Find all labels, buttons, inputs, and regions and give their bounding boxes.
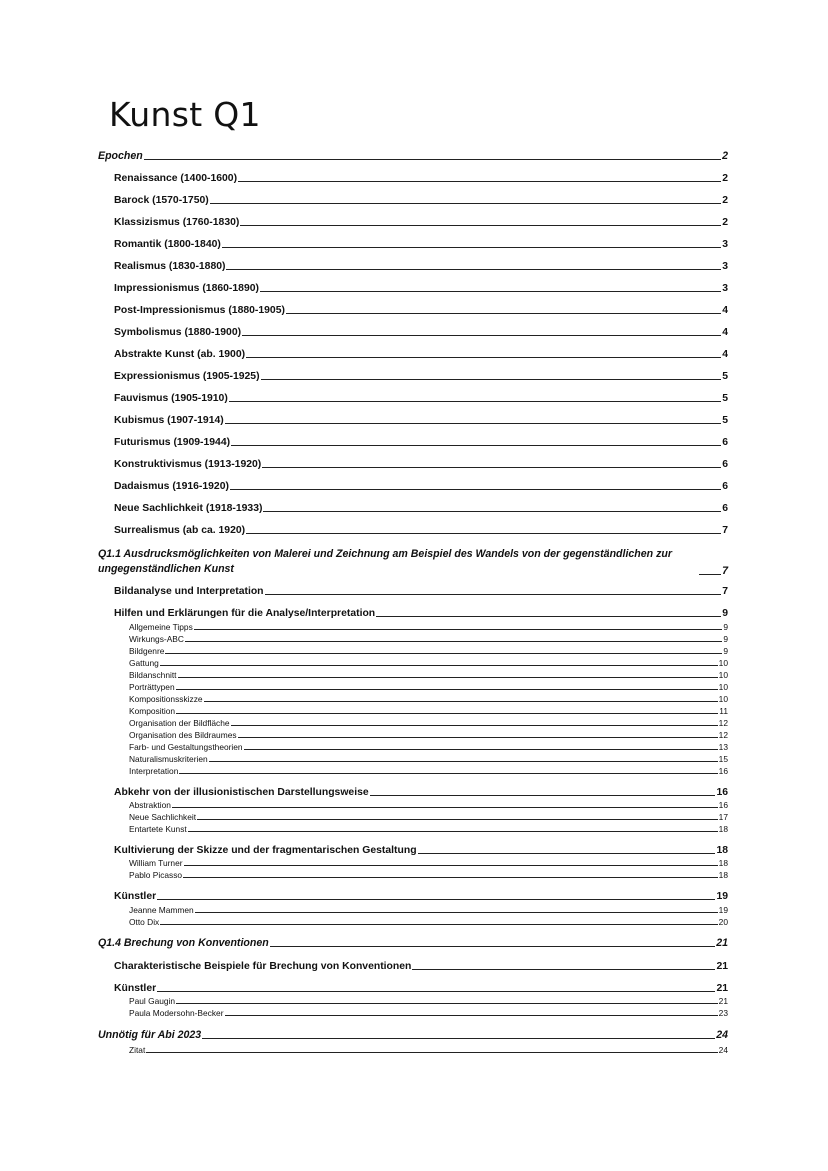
toc-entry-page: 10	[718, 694, 728, 704]
toc-leader-line	[370, 795, 716, 796]
toc-entry-level-2[interactable]	[114, 437, 728, 448]
toc-leader-line	[263, 511, 721, 512]
toc-entry-level-2[interactable]	[114, 327, 728, 338]
toc-entry-label: Organisation der Bildfläche	[129, 718, 230, 728]
toc-entry-label: Bildanalyse und Interpretation	[114, 586, 264, 597]
toc-leader-line	[209, 761, 718, 762]
toc-entry-level-3[interactable]	[129, 658, 728, 668]
toc-entry-label: Kompositionsskizze	[129, 694, 203, 704]
toc-leader-line	[286, 313, 721, 314]
toc-entry-level-3[interactable]	[129, 917, 728, 927]
toc-entry-page: 12	[718, 730, 728, 740]
toc-entry-label: Surrealismus (ab ca. 1920)	[114, 525, 246, 536]
toc-leader-line	[160, 665, 718, 666]
toc-entry-level-1[interactable]	[98, 547, 728, 577]
toc-entry-page: 12	[718, 718, 728, 728]
toc-entry-label: Romantik (1800-1840)	[114, 239, 221, 250]
toc-leader-line	[265, 594, 722, 595]
toc-entry-level-2[interactable]	[114, 787, 728, 798]
toc-leader-line	[225, 423, 721, 424]
toc-entry-label: Konstruktivismus (1913-1920)	[114, 459, 262, 470]
toc-leader-line	[246, 533, 721, 534]
toc-leader-line	[418, 853, 716, 854]
toc-entry-level-3[interactable]	[129, 996, 728, 1006]
toc-entry-page: 9	[723, 646, 728, 656]
toc-entry-page: 16	[718, 766, 728, 776]
toc-entry-label: Abstrakte Kunst (ab. 1900)	[114, 349, 246, 360]
toc-entry-page: 9	[723, 634, 728, 644]
toc-leader-line	[261, 379, 722, 380]
toc-entry-page: 2	[722, 217, 728, 228]
toc-entry-page: 6	[722, 503, 728, 514]
toc-leader-line	[242, 335, 721, 336]
toc-entry-label: Hilfen und Erklärungen für die Analyse/Interpretation	[114, 608, 376, 619]
toc-entry-page: 3	[722, 239, 728, 250]
toc-entry-page: 19	[716, 891, 728, 902]
toc-entry-page: 21	[716, 937, 728, 949]
toc-entry-label: Fauvismus (1905-1910)	[114, 393, 228, 404]
toc-leader-line	[144, 159, 721, 160]
toc-entry-label: Renaissance (1400-1600)	[114, 173, 238, 184]
toc-entry-page: 18	[716, 845, 728, 856]
toc-entry-level-2[interactable]	[114, 217, 728, 228]
toc-entry-page: 21	[716, 983, 728, 994]
toc-entry-label: Porträttypen	[129, 682, 175, 692]
toc-leader-line	[204, 701, 718, 702]
toc-entry-level-3[interactable]	[129, 800, 728, 810]
toc-leader-line	[244, 749, 718, 750]
toc-leader-line	[195, 912, 718, 913]
toc-entry-page: 16	[716, 787, 728, 798]
toc-leader-line	[238, 181, 721, 182]
toc-entry-level-2[interactable]	[114, 983, 728, 994]
toc-entry-page: 20	[718, 917, 728, 927]
toc-entry-label: Interpretation	[129, 766, 179, 776]
toc-entry-level-2[interactable]	[114, 845, 728, 856]
toc-entry-label: Organisation des Bildraumes	[129, 730, 237, 740]
toc-entry-level-2[interactable]	[114, 525, 728, 536]
toc-entry-page: 5	[722, 371, 728, 382]
toc-entry-page: 4	[722, 349, 728, 360]
toc-entry-level-3[interactable]	[129, 718, 728, 728]
toc-entry-level-1[interactable]	[98, 937, 728, 949]
toc-entry-level-2[interactable]	[114, 173, 728, 184]
toc-leader-line	[231, 725, 718, 726]
toc-leader-line	[229, 401, 721, 402]
toc-leader-line	[230, 489, 721, 490]
toc-entry-level-2[interactable]	[114, 503, 728, 514]
toc-leader-line	[160, 924, 717, 925]
toc-entry-level-3[interactable]	[129, 754, 728, 764]
toc-leader-line	[231, 445, 721, 446]
toc-entry-level-1[interactable]	[98, 150, 728, 162]
toc-entry-label: Gattung	[129, 658, 159, 668]
toc-entry-page: 6	[722, 459, 728, 470]
toc-entry-level-2[interactable]	[114, 305, 728, 316]
toc-leader-line	[188, 831, 718, 832]
toc-entry-page: 18	[718, 858, 728, 868]
toc-entry-label: Paul Gaugin	[129, 996, 176, 1006]
toc-entry-label: Paula Modersohn-Becker	[129, 1008, 224, 1018]
toc-leader-line	[178, 677, 718, 678]
toc-leader-line	[197, 819, 718, 820]
toc-entry-page: 3	[722, 283, 728, 294]
toc-entry-level-2[interactable]	[114, 283, 728, 294]
toc-leader-line	[210, 203, 721, 204]
toc-leader-line	[165, 653, 722, 654]
toc-entry-page: 10	[718, 658, 728, 668]
toc-entry-label: Zitat	[129, 1045, 146, 1055]
toc-entry-page: 18	[718, 824, 728, 834]
toc-entry-level-2[interactable]	[114, 891, 728, 902]
toc-entry-label: Klassizismus (1760-1830)	[114, 217, 240, 228]
toc-entry-label: Neue Sachlichkeit	[129, 812, 197, 822]
toc-leader-line	[412, 969, 715, 970]
toc-entry-page: 10	[718, 670, 728, 680]
toc-entry-level-2[interactable]	[114, 459, 728, 470]
toc-entry-label: Komposition	[129, 706, 176, 716]
toc-entry-page: 9	[722, 608, 728, 619]
toc-leader-line	[376, 616, 721, 617]
toc-entry-level-3[interactable]	[129, 682, 728, 692]
toc-entry-level-2[interactable]	[114, 371, 728, 382]
toc-entry-label: Kultivierung der Skizze und der fragmentarischen Gestaltung	[114, 845, 417, 856]
toc-entry-page: 13	[718, 742, 728, 752]
toc-entry-label: Expressionismus (1905-1925)	[114, 371, 260, 382]
toc-leader-line	[157, 991, 715, 992]
toc-entry-level-3[interactable]	[129, 622, 728, 632]
toc-entry-label: Allgemeine Tipps	[129, 622, 193, 632]
toc-leader-line	[183, 877, 718, 878]
toc-leader-line	[172, 807, 718, 808]
toc-entry-level-2[interactable]	[114, 415, 728, 426]
toc-leader-line	[194, 629, 723, 630]
toc-entry-page: 10	[718, 682, 728, 692]
toc-entry-label: Künstler	[114, 983, 157, 994]
toc-entry-label: Q1.1 Ausdrucksmöglichkeiten von Malerei und Zeichnung am Beispiel des Wandels von der gegenständlichen zur ungegenständlichen Kunst	[98, 548, 672, 575]
toc-entry-level-3[interactable]	[129, 824, 728, 834]
toc-leader-line	[184, 865, 718, 866]
toc-leader-line	[202, 1038, 715, 1039]
toc-entry-level-3[interactable]	[129, 670, 728, 680]
toc-leader-line	[240, 225, 721, 226]
toc-entry-label: William Turner	[129, 858, 183, 868]
toc-leader-line	[225, 1015, 718, 1016]
toc-entry-level-2[interactable]	[114, 586, 728, 597]
toc-leader-line	[157, 899, 715, 900]
toc-entry-page: 7	[722, 565, 728, 577]
toc-leader-line	[146, 1052, 717, 1053]
toc-entry-page: 7	[722, 525, 728, 536]
toc-entry-page: 24	[718, 1045, 728, 1055]
toc-leader-line	[238, 737, 718, 738]
toc-entry-level-2[interactable]	[114, 239, 728, 250]
toc-leader-line	[179, 773, 717, 774]
toc-entry-level-2[interactable]	[114, 349, 728, 360]
toc-entry-page: 7	[722, 586, 728, 597]
toc-entry-page: 2	[722, 195, 728, 206]
toc-entry-label: Kubismus (1907-1914)	[114, 415, 224, 426]
toc-entry-page: 2	[722, 173, 728, 184]
toc-entry-page: 23	[718, 1008, 728, 1018]
toc-entry-label: Entartete Kunst	[129, 824, 187, 834]
toc-leader-line	[226, 269, 721, 270]
toc-entry-label: Jeanne Mammen	[129, 905, 194, 915]
toc-entry-page: 24	[716, 1029, 728, 1041]
toc-entry-level-3[interactable]	[129, 742, 728, 752]
toc-entry-page: 4	[722, 305, 728, 316]
toc-leader-line	[270, 946, 716, 947]
toc-entry-label: Otto Dix	[129, 917, 160, 927]
toc-entry-page: 21	[718, 996, 728, 1006]
toc-entry-page: 5	[722, 415, 728, 426]
toc-entry-label: Epochen	[98, 150, 143, 162]
toc-entry-level-3[interactable]	[129, 634, 728, 644]
toc-entry-page: 4	[722, 327, 728, 338]
toc-entry-label: Künstler	[114, 891, 157, 902]
toc-entry-label: Abkehr von der illusionistischen Darstellungsweise	[114, 787, 369, 798]
toc-entry-level-3[interactable]	[129, 812, 728, 822]
toc-entry-page: 6	[722, 437, 728, 448]
toc-leader-line	[699, 574, 721, 575]
toc-entry-label: Abstraktion	[129, 800, 171, 810]
toc-entry-level-3[interactable]	[129, 694, 728, 704]
toc-entry-level-3[interactable]	[129, 730, 728, 740]
toc-entry-page: 19	[718, 905, 728, 915]
toc-entry-page: 11	[719, 706, 728, 716]
toc-entry-page: 2	[722, 150, 728, 162]
toc-entry-page: 16	[718, 800, 728, 810]
toc-entry-level-2[interactable]	[114, 961, 728, 972]
toc-entry-page: 6	[722, 481, 728, 492]
toc-entry-label: Unnötig für Abi 2023	[98, 1029, 202, 1041]
toc-entry-level-3[interactable]	[129, 905, 728, 915]
toc-entry-label: Bildanschnitt	[129, 670, 177, 680]
toc-entry-level-2[interactable]	[114, 608, 728, 619]
toc-entry-page: 5	[722, 393, 728, 404]
toc-entry-page: 18	[718, 870, 728, 880]
toc-entry-level-3[interactable]	[129, 766, 728, 776]
toc-leader-line	[262, 467, 721, 468]
toc-entry-label: Pablo Picasso	[129, 870, 183, 880]
toc-entry-label: Futurismus (1909-1944)	[114, 437, 231, 448]
document-title: Kunst Q1	[109, 95, 261, 134]
toc-entry-level-3[interactable]	[129, 1045, 728, 1055]
toc-entry-page: 21	[716, 961, 728, 972]
toc-leader-line	[185, 641, 722, 642]
toc-entry-level-2[interactable]	[114, 481, 728, 492]
toc-entry-label: Impressionismus (1860-1890)	[114, 283, 259, 294]
toc-entry-label: Q1.4 Brechung von Konventionen	[98, 937, 269, 949]
toc-entry-label: Bildgenre	[129, 646, 165, 656]
toc-entry-label: Neue Sachlichkeit (1918-1933)	[114, 503, 263, 514]
toc-entry-level-3[interactable]	[129, 870, 728, 880]
toc-entry-level-3[interactable]	[129, 1008, 728, 1018]
toc-entry-level-2[interactable]	[114, 195, 728, 206]
toc-entry-level-3[interactable]	[129, 646, 728, 656]
toc-entry-page: 3	[722, 261, 728, 272]
toc-leader-line	[176, 689, 718, 690]
toc-leader-line	[176, 1003, 718, 1004]
toc-entry-label: Post-Impressionismus (1880-1905)	[114, 305, 285, 316]
toc-entry-level-3[interactable]	[129, 858, 728, 868]
toc-entry-label: Naturalismuskriterien	[129, 754, 208, 764]
toc-leader-line	[260, 291, 721, 292]
toc-entry-label: Realismus (1830-1880)	[114, 261, 226, 272]
toc-leader-line	[176, 713, 718, 714]
toc-entry-page: 15	[718, 754, 728, 764]
toc-entry-level-2[interactable]	[114, 261, 728, 272]
toc-entry-label: Wirkungs-ABC	[129, 634, 184, 644]
toc-entry-label: Dadaismus (1916-1920)	[114, 481, 229, 492]
toc-entry-label: Symbolismus (1880-1900)	[114, 327, 242, 338]
toc-entry-label: Farb- und Gestaltungstheorien	[129, 742, 243, 752]
toc-leader-line	[222, 247, 721, 248]
toc-entry-page: 9	[723, 622, 728, 632]
toc-entry-label: Charakteristische Beispiele für Brechung von Konventionen	[114, 961, 412, 972]
toc-leader-line	[246, 357, 721, 358]
toc-entry-label: Barock (1570-1750)	[114, 195, 209, 206]
toc-entry-level-1[interactable]	[98, 1029, 728, 1041]
toc-entry-level-3[interactable]	[129, 706, 728, 716]
toc-entry-page: 17	[718, 812, 728, 822]
toc-entry-level-2[interactable]	[114, 393, 728, 404]
